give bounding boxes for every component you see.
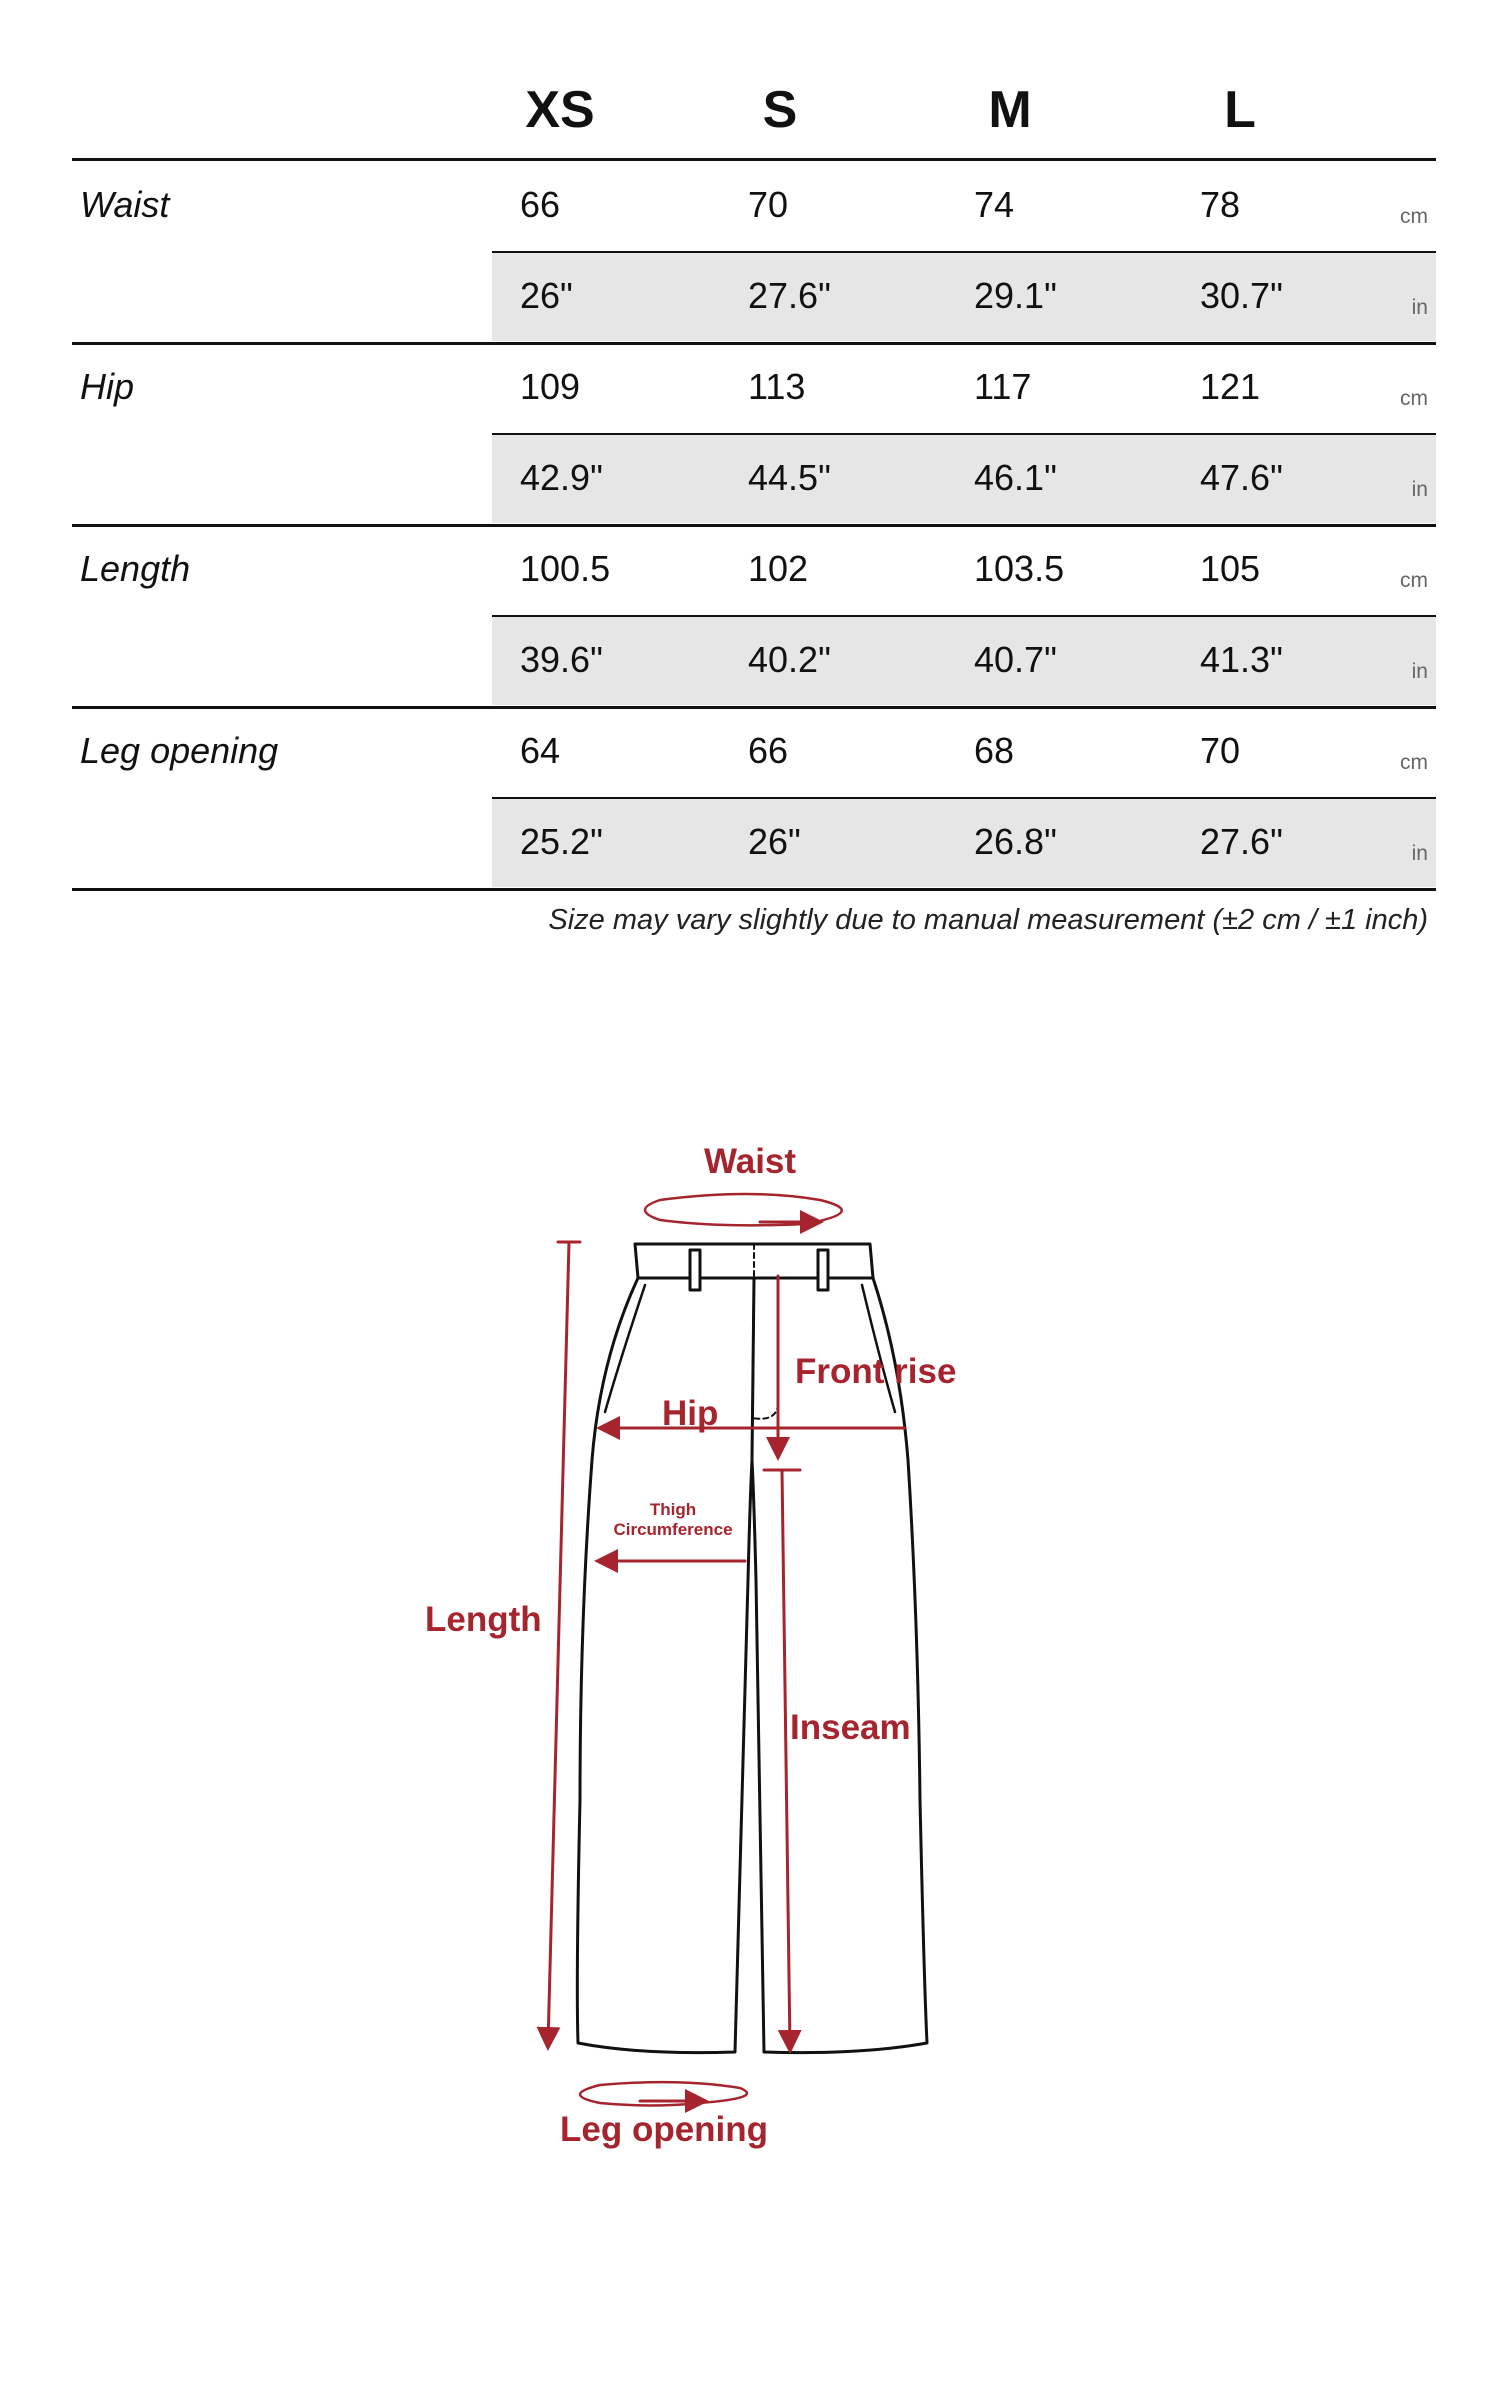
label-leg-opening: Leg opening bbox=[560, 2110, 769, 2149]
inch-row-band bbox=[492, 617, 1436, 705]
header-divider bbox=[72, 158, 1436, 161]
value-in-l: 47.6" bbox=[1200, 457, 1283, 498]
value-cm-s: 113 bbox=[748, 366, 806, 407]
unit-cm: cm bbox=[1400, 387, 1428, 410]
value-cm-s: 66 bbox=[748, 730, 789, 771]
unit-cm: cm bbox=[1400, 751, 1428, 774]
unit-in: in bbox=[1411, 478, 1428, 501]
length-arrow bbox=[548, 1242, 569, 2045]
label-hip: Hip bbox=[662, 1394, 719, 1433]
label-length: Length bbox=[425, 1600, 542, 1639]
size-header-l: L bbox=[1224, 81, 1256, 139]
measurement-label: Leg opening bbox=[80, 730, 279, 771]
row-divider bbox=[72, 524, 1436, 527]
value-in-s: 27.6" bbox=[748, 275, 831, 316]
measurement-label: Length bbox=[80, 548, 191, 589]
value-in-l: 30.7" bbox=[1200, 275, 1283, 316]
value-in-m: 26.8" bbox=[974, 821, 1057, 862]
value-cm-xs: 109 bbox=[520, 366, 581, 407]
measurement-label: Waist bbox=[80, 184, 170, 225]
unit-in: in bbox=[1411, 296, 1428, 319]
value-cm-m: 74 bbox=[974, 184, 1015, 225]
value-in-xs: 25.2" bbox=[520, 821, 603, 862]
size-header-m: M bbox=[988, 81, 1032, 139]
unit-cm: cm bbox=[1400, 569, 1428, 592]
value-cm-m: 103.5 bbox=[974, 548, 1065, 589]
value-cm-l: 78 bbox=[1200, 184, 1241, 225]
value-in-m: 46.1" bbox=[974, 457, 1057, 498]
unit-cm: cm bbox=[1400, 205, 1428, 228]
inch-row-band bbox=[492, 799, 1436, 887]
value-in-xs: 26" bbox=[520, 275, 573, 316]
value-cm-xs: 100.5 bbox=[520, 548, 611, 589]
row-divider bbox=[72, 342, 1436, 345]
value-in-m: 40.7" bbox=[974, 639, 1057, 680]
label-front-rise: Front rise bbox=[795, 1352, 957, 1391]
value-cm-xs: 64 bbox=[520, 730, 561, 771]
inch-row-band bbox=[492, 253, 1436, 341]
value-in-xs: 42.9" bbox=[520, 457, 603, 498]
unit-divider bbox=[492, 251, 1436, 253]
value-cm-m: 117 bbox=[974, 366, 1032, 407]
value-cm-xs: 66 bbox=[520, 184, 561, 225]
size-header-xs: XS bbox=[525, 81, 595, 139]
unit-in: in bbox=[1411, 842, 1428, 865]
pants-illustration bbox=[0, 1100, 1500, 2250]
inch-row-band bbox=[492, 435, 1436, 523]
label-thigh: Thigh Circumference bbox=[613, 1500, 733, 1539]
value-in-xs: 39.6" bbox=[520, 639, 603, 680]
measurement-arrows bbox=[548, 1194, 905, 2106]
inseam-arrow bbox=[782, 1470, 790, 2048]
unit-divider bbox=[492, 433, 1436, 435]
unit-divider bbox=[492, 797, 1436, 799]
unit-divider bbox=[492, 615, 1436, 617]
measurement-diagram bbox=[0, 1100, 1500, 2250]
value-in-s: 44.5" bbox=[748, 457, 831, 498]
value-cm-l: 70 bbox=[1200, 730, 1241, 771]
value-cm-s: 70 bbox=[748, 184, 789, 225]
value-cm-l: 121 bbox=[1200, 366, 1261, 407]
label-inseam: Inseam bbox=[790, 1708, 911, 1747]
value-cm-l: 105 bbox=[1200, 548, 1261, 589]
measurement-note: Size may vary slightly due to manual measurement (±2 cm / ±1 inch) bbox=[548, 904, 1428, 936]
measurement-label: Hip bbox=[80, 366, 135, 407]
value-in-s: 40.2" bbox=[748, 639, 831, 680]
size-header-s: S bbox=[762, 81, 798, 139]
unit-in: in bbox=[1411, 660, 1428, 683]
value-in-m: 29.1" bbox=[974, 275, 1057, 316]
value-in-l: 41.3" bbox=[1200, 639, 1283, 680]
label-waist: Waist bbox=[704, 1142, 797, 1181]
value-cm-m: 68 bbox=[974, 730, 1015, 771]
row-divider bbox=[72, 706, 1436, 709]
value-in-l: 27.6" bbox=[1200, 821, 1283, 862]
value-cm-s: 102 bbox=[748, 548, 809, 589]
value-in-s: 26" bbox=[748, 821, 801, 862]
row-divider bbox=[72, 888, 1436, 891]
